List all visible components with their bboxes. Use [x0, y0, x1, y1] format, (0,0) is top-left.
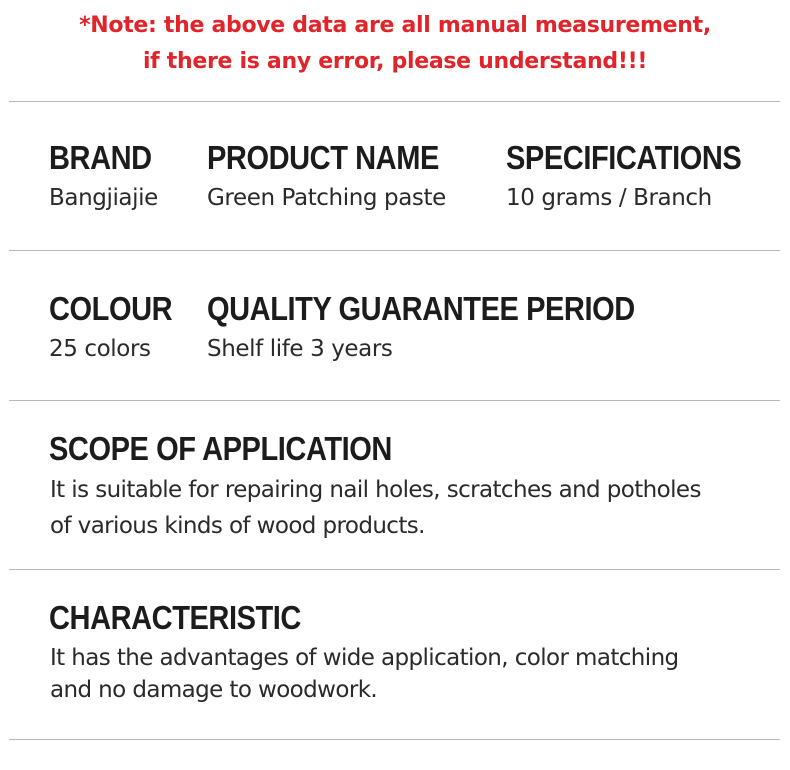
divider [9, 400, 780, 401]
quality-guarantee-value: Shelf life 3 years [207, 336, 393, 362]
characteristic-label: CHARACTERISTIC [49, 599, 301, 636]
brand-value: Bangjiajie [49, 185, 158, 211]
product-name-value: Green Patching paste [207, 185, 446, 211]
note-line-1: *Note: the above data are all manual measurement, [79, 13, 711, 38]
divider [9, 250, 780, 251]
characteristic-description [50, 642, 770, 706]
scope-label: SCOPE OF APPLICATION [49, 430, 392, 467]
specifications-value: 10 grams / Branch [506, 185, 712, 211]
divider [9, 739, 780, 740]
colour-label: COLOUR [49, 290, 173, 327]
divider [9, 569, 780, 570]
characteristic-line-2: and no damage to woodwork. [50, 677, 378, 703]
note-line-2: if there is any error, please understand!!! [142, 49, 648, 74]
characteristic-line-1: It has the advantages of wide application, color matching [50, 645, 679, 671]
divider [9, 101, 780, 102]
scope-line-1: It is suitable for repairing nail holes, scratches and potholes [50, 477, 701, 503]
measurement-note [0, 8, 790, 80]
scope-line-2: of various kinds of wood products. [50, 513, 425, 539]
quality-guarantee-label: QUALITY GUARANTEE PERIOD [207, 290, 635, 327]
product-name-label: PRODUCT NAME [207, 139, 439, 176]
colour-value: 25 colors [49, 336, 151, 362]
scope-description [50, 472, 770, 544]
brand-label: BRAND [49, 139, 152, 176]
specifications-label: SPECIFICATIONS [506, 139, 742, 176]
